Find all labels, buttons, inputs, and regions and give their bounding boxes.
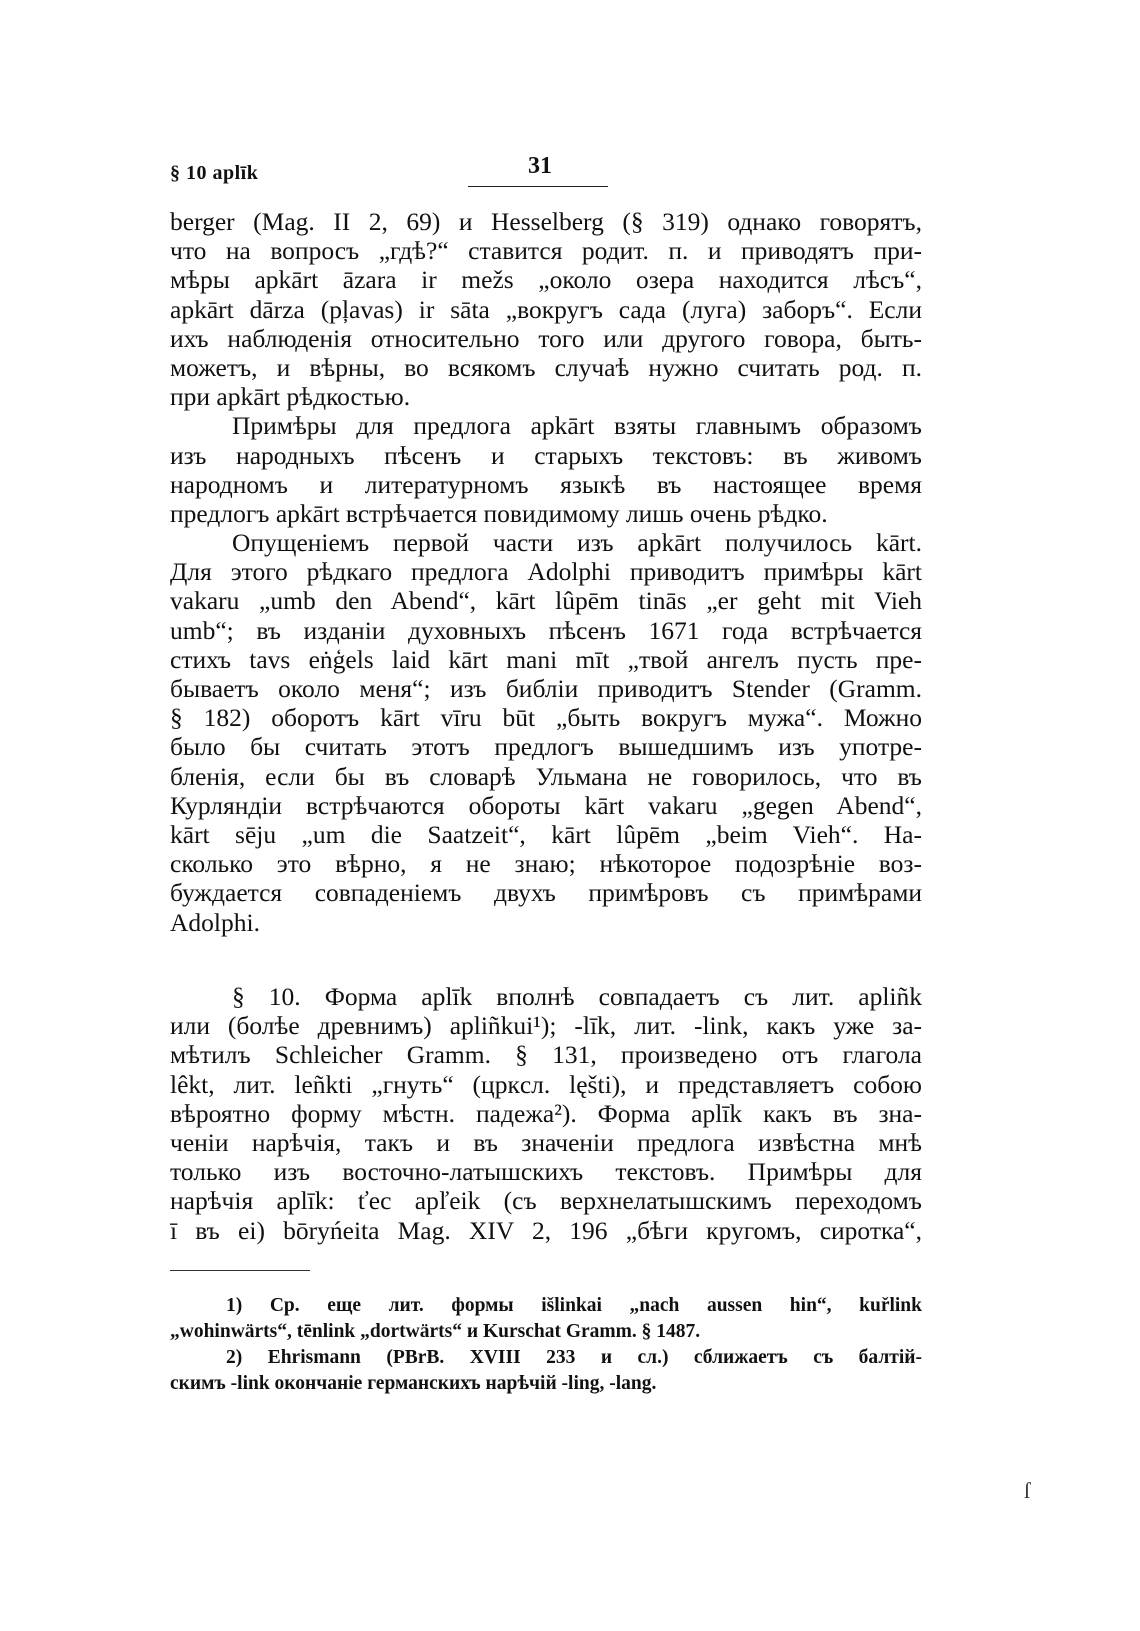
main-text-top [170, 207, 922, 937]
text-line: Опущеніемъ первой части изъ apkārt получилось kārt. [232, 528, 922, 558]
text-line: ченіи нарѣчія, такъ и въ значеніи предлога извѣстна мнѣ [170, 1127, 922, 1157]
footnote-line: „wohinwärts“, tēnlink „dortwärts“ и Kurschat Gramm. § 1487. [170, 1321, 701, 1342]
text-line: бываетъ около меня“; изъ библіи приводитъ Stender (Gramm. [170, 674, 922, 703]
paragraph-1 [170, 207, 922, 411]
text-line: umb“; въ изданіи духовныхъ пѣсенъ 1671 года встрѣчается [170, 615, 922, 645]
text-line: буждается совпаденіемъ двухъ примѣровъ съ примѣрами [170, 878, 922, 908]
text-line: бленія, если бы въ словарѣ Ульмана не говорилось, что въ [170, 761, 922, 791]
text-line: народномъ и литературномъ языкѣ въ настоящее время [170, 469, 922, 499]
text-line: ихъ наблюденія относительно того или другого говора, быть- [170, 323, 922, 353]
footnotes [170, 1293, 922, 1397]
text-line: § 182) оборотъ kārt vīru būt „быть вокругъ мужа“. Можно [170, 703, 922, 733]
text-line: было бы считать этотъ предлогъ вышедшимъ изъ употре- [170, 732, 922, 762]
paragraph-4 [170, 982, 922, 1245]
running-header-section: § 10 aplīk [170, 162, 259, 184]
text-line: Курляндіи встрѣчаются обороты kārt vakaru „gegen Abend“, [170, 790, 922, 820]
paragraph-2 [170, 411, 922, 528]
text-line: что на вопросъ „гдѣ?“ ставится родит. п. и приводятъ при- [170, 236, 922, 266]
margin-mark: ſ [1024, 1478, 1031, 1503]
text-line: мѣры apkārt āzara ir mežs „около озера находится лѣсъ“, [170, 265, 922, 295]
text-line: нарѣчія aplīk: ťec apľeik (съ верхнелатышскимъ переходомъ [170, 1186, 922, 1216]
text-line: можетъ, и вѣрны, во всякомъ случаѣ нужно считать род. п. [170, 352, 922, 382]
text-line: apkārt dārza (pļavas) ir sāta „вокругъ сада (луга) заборъ“. Если [170, 294, 922, 324]
text-line: berger (Mag. II 2, 69) и Hesselberg (§ 319) однако говорятъ, [170, 207, 922, 236]
page-number: 31 [528, 153, 552, 179]
text-line: kārt sēju „um die Saatzeit“, kārt lûpēm „beim Vieh“. На- [170, 819, 922, 849]
text-line: или (болѣе древнимъ) apliñkui¹); -līk, лит. -link, какъ уже за- [170, 1011, 922, 1041]
text-line: Для этого рѣдкаго предлога Adolphi приводитъ примѣры kārt [170, 557, 922, 587]
text-line: lêkt, лит. leñkti „гнуть“ (цркcл. lęšti), и представляетъ собою [170, 1069, 922, 1099]
footnote-line: скимъ -link окончаніе германскихъ нарѣчій -ling, -lang. [170, 1373, 657, 1394]
text-line: вѣроятно форму мѣстн. падежа²). Форма aplīk какъ въ зна- [170, 1098, 922, 1128]
text-line: при apkārt рѣдкостью. [170, 382, 411, 412]
text-line: Примѣры для предлога apkārt взяты главнымъ образомъ [232, 411, 922, 441]
text-line: предлогъ apkārt встрѣчается повидимому лишь очень рѣдко. [170, 498, 828, 528]
text-line: изъ народныхъ пѣсенъ и старыхъ текстовъ: въ живомъ [170, 440, 922, 470]
header-rule [468, 186, 608, 187]
text-line: Adolphi. [170, 907, 260, 937]
text-line: vakaru „umb den Abend“, kārt lûpēm tinās „er geht mit Vieh [170, 586, 922, 616]
footnote-line: 1) Ср. еще лит. формы išlinkai „nach aussen hin“, kuřlink [226, 1295, 922, 1316]
footnote-rule [170, 1270, 310, 1271]
paragraph-3 [170, 528, 922, 937]
text-line: ī въ ei) bōryńeita Mag. XIV 2, 196 „бѣги кругомъ, сиротка“, [170, 1215, 922, 1245]
footnote-line: 2) Ehrismann (PBrB. XVIII 233 и сл.) сближаетъ съ балтій- [226, 1347, 922, 1368]
text-line: мѣтилъ Schleicher Gramm. § 131, произведено отъ глагола [170, 1040, 922, 1070]
main-text-section-10 [170, 982, 922, 1245]
text-line: сколько это вѣрно, я не знаю; нѣкоторое подозрѣніе воз- [170, 849, 922, 879]
text-line: стихъ tavs eṅģels laid kārt mani mīt „твой ангелъ пусть пре- [170, 644, 922, 674]
text-line: § 10. Форма aplīk вполнѣ совпадаетъ съ лит. apliñk [232, 982, 922, 1011]
text-line: только изъ восточно-латышскихъ текстовъ. Примѣры для [170, 1157, 922, 1187]
